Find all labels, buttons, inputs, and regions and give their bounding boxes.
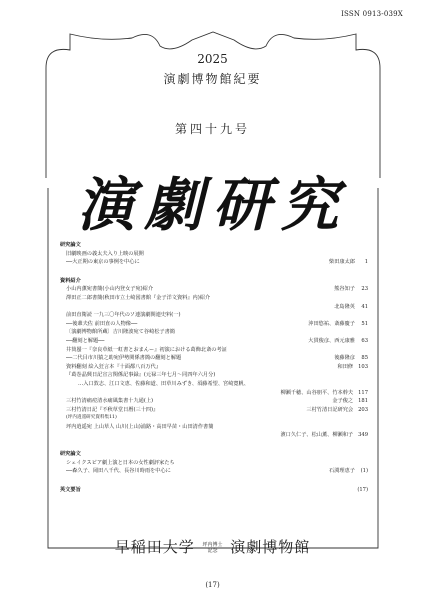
- main-title: 演劇研究: [76, 171, 349, 239]
- journal-name: 演劇博物館紀要: [163, 72, 262, 86]
- publisher-museum: 演劇博物館: [230, 538, 311, 556]
- toc-entry: 前田直衛読 一九三〇年代のソ連演劇関連史料(一): [66, 312, 181, 319]
- toc-entry: (坪内逍遥研究資料集11): [66, 415, 117, 421]
- table-of-contents: [60, 238, 368, 494]
- toc-entry: 井筒蜃一『奈良草紙一虹書とおまんー』初演における葛飾北斎の考証: [66, 346, 227, 353]
- toc-entry: ──二代目市川猿之助宛伊勢関係書簡の翻刻と解題 後藤隆彦 85: [66, 355, 368, 362]
- toc-entry: 北島隆英 41: [334, 303, 368, 310]
- toc-entry: 旧劇映画の義太夫入り上映の展開: [66, 250, 144, 257]
- page-number: (17): [205, 581, 220, 589]
- toc-entry: 坪内逍遥宛 上山草人 山川(上山)浦路・高田早苗・山田清作書簡: [66, 423, 214, 430]
- publisher: [0, 536, 425, 557]
- toc-entry: 小山内薫宛書簡(小山内登女子宛)紹介 熊谷知子 23: [66, 286, 368, 293]
- toc-entry: 資料翻刻 絵入狂言本『十面都八百万代』 和田修 103: [66, 363, 368, 370]
- toc-entry: シェイクスピア劇上演と日本の女性劇評家たち: [66, 459, 175, 466]
- toc-entry: 澤田正二郎書簡(秋田市立土崎図書館『金子洋文資料』内)紹介: [66, 294, 211, 301]
- toc-entry: 柳瀬千穂、山谷朋平、竹本幹夫 117: [280, 389, 368, 396]
- toc-entry: 三村竹清日記『不秋草堂日暦(三十四)』 三村竹清日記研究会 203: [66, 406, 368, 413]
- issue-number: 第四十九号: [174, 122, 250, 136]
- toc-entry: 三村竹清痛痘清水痛風集書十九通(上) 金子俊之 181: [66, 398, 368, 405]
- toc-entry: 〔演劇博物館所蔵〕吉川隆波宛て谷崎松子書簡: [66, 329, 175, 336]
- toc-entry: 『葛巻晶興日記宣言関係記事録』(元禄三年七月〜同四年六月分): [66, 372, 216, 379]
- toc-entry: ──森久子、岡田八千代、長谷川時雨を中心に 石渕理恵子 (1): [66, 468, 368, 475]
- journal-year: 2025: [197, 52, 228, 66]
- section-heading: 研究論文: [60, 242, 81, 248]
- toc-entry: …入口敦志、江口文恵、佐藤和道、田草川みずき、須藤希望、宮崎寛帆、: [78, 380, 249, 387]
- publisher-sub: 坪内博士 記念: [202, 542, 223, 554]
- toc-entry: ──後輩夫佐 前田直の人物像── 沖田悠祐、斎藤慶子 51: [66, 320, 368, 327]
- publisher-university: 早稲田大学: [114, 538, 195, 556]
- section-heading: 研究論文: [60, 451, 81, 458]
- toc-entry: 英文要旨 (17): [60, 486, 368, 493]
- section-heading: 資料紹介: [60, 277, 81, 284]
- toc-entry: ──翻刻と解題── 大貫俊彦、西元康雅 63: [66, 337, 368, 344]
- toc-entry: 濱口久仁子、松山薫、柳瀬和子 349: [280, 432, 368, 439]
- issn-number: ISSN 0913-039X: [341, 10, 403, 18]
- toc-entry: ──大正期の東京の事例を中心に 柴田康太郎 1: [66, 259, 368, 266]
